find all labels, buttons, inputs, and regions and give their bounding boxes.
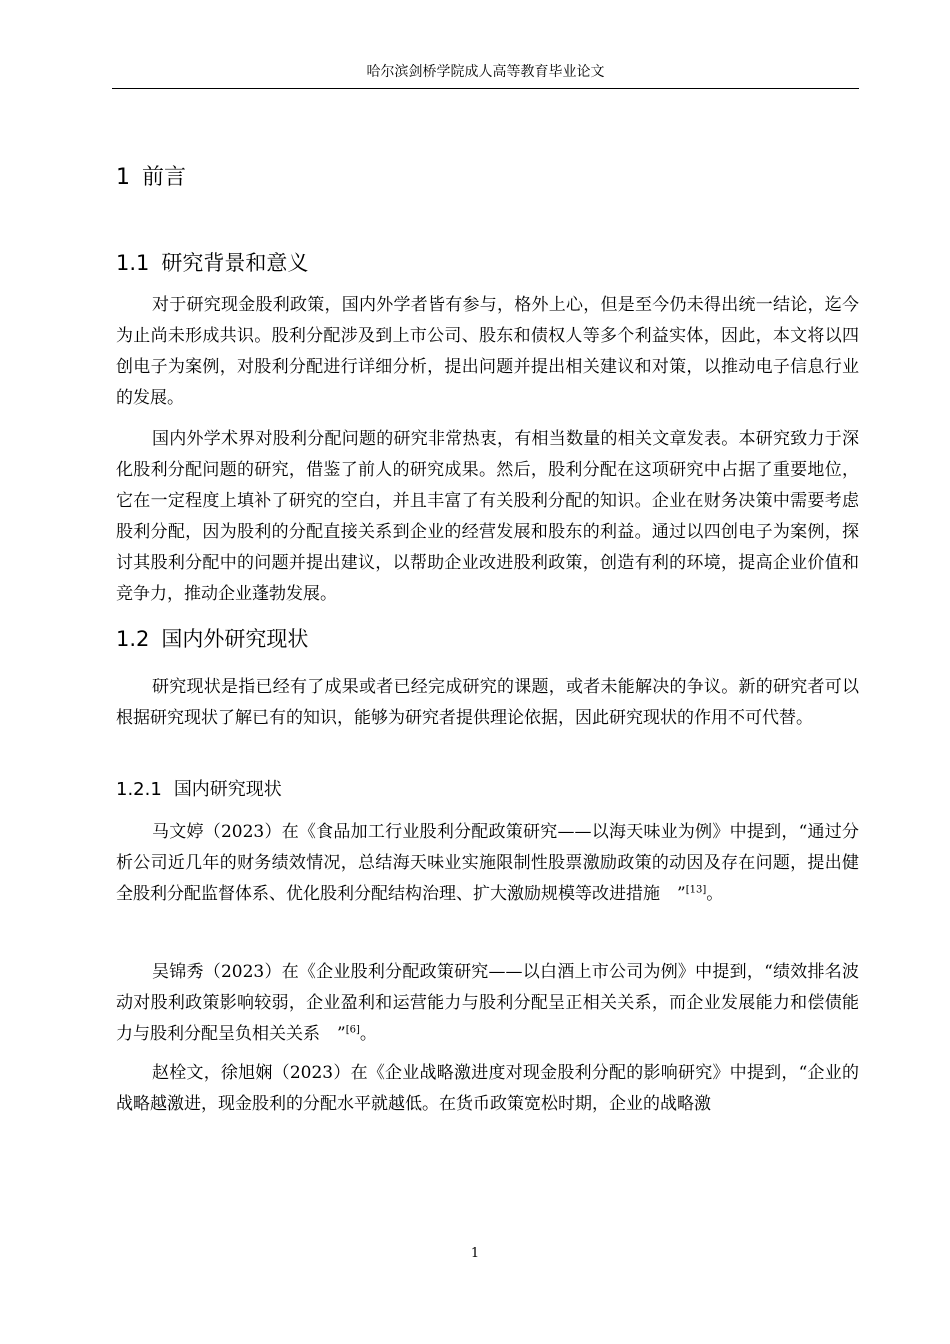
section-title: 国内外研究现状 <box>161 627 309 651</box>
paragraph-end: 。 <box>706 884 724 904</box>
section-title: 研究背景和意义 <box>161 251 309 275</box>
paragraph <box>116 957 859 1050</box>
section-number: 1 <box>116 165 130 190</box>
section-title: 国内研究现状 <box>173 779 282 800</box>
section-1-2-1-heading <box>116 777 282 803</box>
paragraph-text: 吴锦秀（2023）在《企业股利分配政策研究——以白酒上市公司为例》中提到，“绩效排名波动对股利政策影响较弱，企业盈利和运营能力与股利分配呈正相关关系，而企业发展能力和偿债能力与股利分配呈负相关关系 ” <box>116 962 859 1044</box>
paragraph: 对于研究现金股利政策，国内外学者皆有参与，格外上心，但是至今仍未得出统一结论，迄今为止尚未形成共识。股利分配涉及到上市公司、股东和债权人等多个利益实体，因此，本文将以四创电子为案例，对股利分配进行详细分析，提出问题并提出相关建议和对策，以推动电子信息行业的发展。 <box>116 295 859 408</box>
paragraph: 国内外学术界对股利分配问题的研究非常热衷，有相当数量的相关文章发表。本研究致力于深化股利分配问题的研究，借鉴了前人的研究成果。然后，股利分配在这项研究中占据了重要地位，它在一定程度上填补了研究的空白，并且丰富了有关股利分配的知识。企业在财务决策中需要考虑股利分配，因为股利的分配直接关系到企业的经营发展和股东的利益。通过以四创电子为案例，探讨其股利分配中的问题并提出建议，以帮助企业改进股利政策，创造有利的环境，提高企业价值和竞争力，推动企业蓬勃发展。 <box>116 429 859 604</box>
paragraph: 赵栓文，徐旭娴（2023）在《企业战略激进度对现金股利分配的影响研究》中提到，“企业的战略越激进，现金股利的分配水平就越低。在货币政策宽松时期，企业的战略激 <box>116 1063 859 1114</box>
paragraph-end: 。 <box>359 1024 377 1044</box>
citation-ref: [13] <box>685 884 707 896</box>
section-1-heading <box>116 163 186 193</box>
page-number: 1 <box>470 1246 480 1261</box>
running-header: 哈尔滨剑桥学院成人高等教育毕业论文 <box>366 64 605 80</box>
section-1-2-heading <box>116 624 308 654</box>
paragraph-text: 马文婷（2023）在《食品加工行业股利分配政策研究——以海天味业为例》中提到，“通过分析公司近几年的财务绩效情况，总结海天味业实施限制性股票激励政策的动因及存在问题，提出健全股利分配监督体系、优化股利分配结构治理、扩大激励规模等改进措施 ” <box>116 822 859 904</box>
paragraph <box>116 817 859 910</box>
citation-ref: [6] <box>345 1024 360 1036</box>
section-number: 1.1 <box>116 251 150 275</box>
section-title: 前言 <box>142 165 187 190</box>
section-number: 1.2 <box>116 627 150 651</box>
section-1-1-heading <box>116 248 308 278</box>
section-number: 1.2.1 <box>116 779 162 800</box>
header-divider <box>112 88 859 89</box>
paragraph: 研究现状是指已经有了成果或者已经完成研究的课题，或者未能解决的争议。新的研究者可以根据研究现状了解已有的知识，能够为研究者提供理论依据，因此研究现状的作用不可代替。 <box>116 677 859 728</box>
